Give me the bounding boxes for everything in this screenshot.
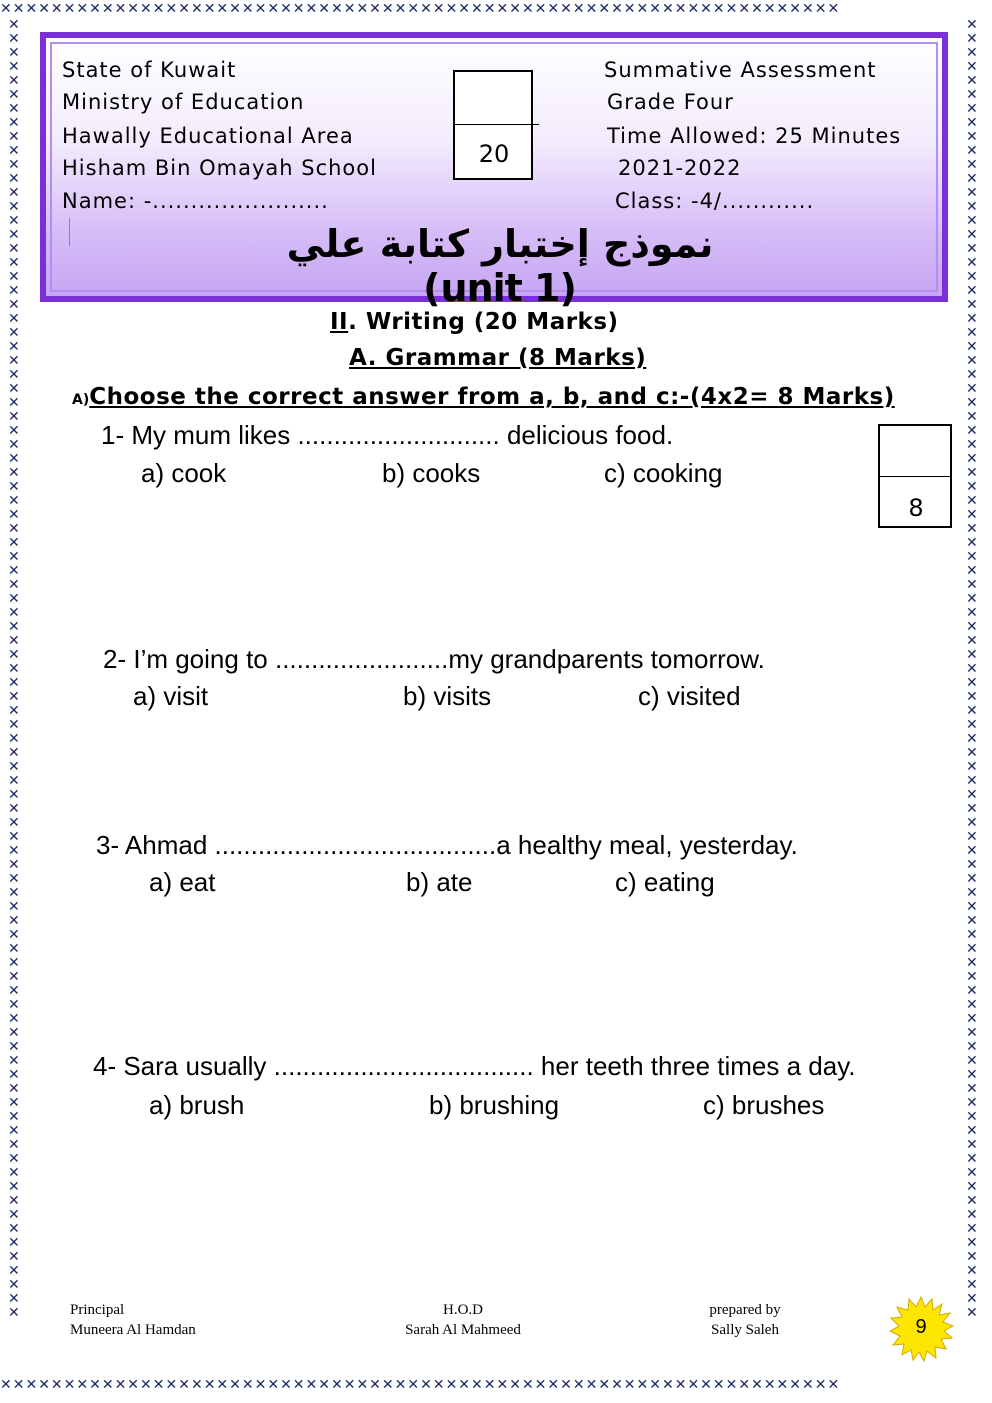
q2-option-a[interactable]: a) visit xyxy=(133,681,209,711)
total-score: 20 xyxy=(478,140,510,168)
footer-hod xyxy=(396,1300,530,1340)
prepared-label: prepared by xyxy=(709,1302,781,1318)
q3-option-c[interactable]: c) eating xyxy=(615,867,715,897)
class-field[interactable]: Class: -4/............ xyxy=(615,189,815,213)
footer-principal xyxy=(70,1300,196,1340)
question-1: 1- My mum likes ............................ delicious food. xyxy=(101,420,674,450)
question-3: 3- Ahmad .......................................a healthy meal, yesterday. xyxy=(96,830,798,860)
page-number: 9 xyxy=(915,1316,927,1338)
arabic-title: نموذج إختبار كتابة علي (unit 1) xyxy=(286,222,714,310)
total-score-divider xyxy=(455,124,539,125)
q1-option-b[interactable]: b) cooks xyxy=(382,458,481,488)
hod-name: Sarah Al Mahmeed xyxy=(405,1322,521,1338)
question-2: 2- I’m going to ........................my grandparents tomorrow. xyxy=(103,644,765,674)
section-subtitle: A. Grammar (8 Marks) xyxy=(349,345,647,371)
principal-name: Muneera Al Hamdan xyxy=(70,1322,196,1338)
divider-mark xyxy=(69,218,72,246)
section-title xyxy=(330,309,619,335)
page-border-left: ✕✕✕✕✕✕✕✕✕✕✕✕✕✕✕✕✕✕✕✕✕✕✕✕✕✕✕✕✕✕✕✕✕✕✕✕✕✕✕✕✕✕✕✕✕✕✕✕✕✕✕✕✕✕✕✕✕✕✕✕✕✕✕✕✕✕✕✕✕✕✕✕✕✕✕✕✕✕✕✕✕✕✕✕✕✕✕✕✕✕✕✕✕ xyxy=(8,18,20,1321)
q1-option-a[interactable]: a) cook xyxy=(141,458,227,488)
instruction-prefix: A) xyxy=(72,392,90,408)
page-border-right: ✕✕✕✕✕✕✕✕✕✕✕✕✕✕✕✕✕✕✕✕✕✕✕✕✕✕✕✕✕✕✕✕✕✕✕✕✕✕✕✕✕✕✕✕✕✕✕✕✕✕✕✕✕✕✕✕✕✕✕✕✕✕✕✕✕✕✕✕✕✕✕✕✕✕✕✕✕✕✕✕✕✕✕✕✕✕✕✕✕✕✕✕✕ xyxy=(966,18,978,1321)
instruction xyxy=(72,384,895,410)
q4-option-b[interactable]: b) brushing xyxy=(429,1090,560,1120)
header-grade: Grade Four xyxy=(607,90,734,114)
part-score: 8 xyxy=(908,494,924,522)
principal-label: Principal xyxy=(70,1302,125,1318)
header-year: 2021-2022 xyxy=(618,156,742,180)
header-ministry: Ministry of Education xyxy=(62,90,305,114)
page-border-top: ✕✕✕✕✕✕✕✕✕✕✕✕✕✕✕✕✕✕✕✕✕✕✕✕✕✕✕✕✕✕✕✕✕✕✕✕✕✕✕✕✕✕✕✕✕✕✕✕✕✕✕✕✕✕✕✕✕✕✕✕✕✕✕✕✕✕ xyxy=(0,2,841,17)
part-score-divider xyxy=(880,476,952,477)
q2-option-c[interactable]: c) visited xyxy=(638,681,741,711)
section-title-num: II xyxy=(330,309,349,335)
prepared-name: Sally Saleh xyxy=(711,1322,779,1338)
q3-option-a[interactable]: a) eat xyxy=(149,867,216,897)
header-time: Time Allowed: 25 Minutes xyxy=(607,124,902,148)
q1-option-c[interactable]: c) cooking xyxy=(604,458,723,488)
header-assessment: Summative Assessment xyxy=(604,58,877,82)
header-state: State of Kuwait xyxy=(62,58,237,82)
q4-option-a[interactable]: a) brush xyxy=(149,1090,245,1120)
q2-option-b[interactable]: b) visits xyxy=(403,681,492,711)
name-field[interactable]: Name: -....................... xyxy=(62,189,329,213)
instruction-text: Choose the correct answer from a, b, and c:-(4x2= 8 Marks) xyxy=(89,384,895,410)
q4-option-c[interactable]: c) brushes xyxy=(703,1090,825,1120)
footer-prepared xyxy=(700,1300,790,1340)
header-school: Hisham Bin Omayah School xyxy=(62,156,377,180)
section-title-rest: . Writing (20 Marks) xyxy=(348,309,619,335)
q3-option-b[interactable]: b) ate xyxy=(406,867,473,897)
question-4: 4- Sara usually .................................... her teeth three times a day. xyxy=(93,1051,856,1081)
page-border-bottom: ✕✕✕✕✕✕✕✕✕✕✕✕✕✕✕✕✕✕✕✕✕✕✕✕✕✕✕✕✕✕✕✕✕✕✕✕✕✕✕✕✕✕✕✕✕✕✕✕✕✕✕✕✕✕✕✕✕✕✕✕✕✕✕✕✕✕ xyxy=(0,1378,841,1393)
hod-label: H.O.D xyxy=(443,1302,483,1318)
header-area: Hawally Educational Area xyxy=(62,124,354,148)
